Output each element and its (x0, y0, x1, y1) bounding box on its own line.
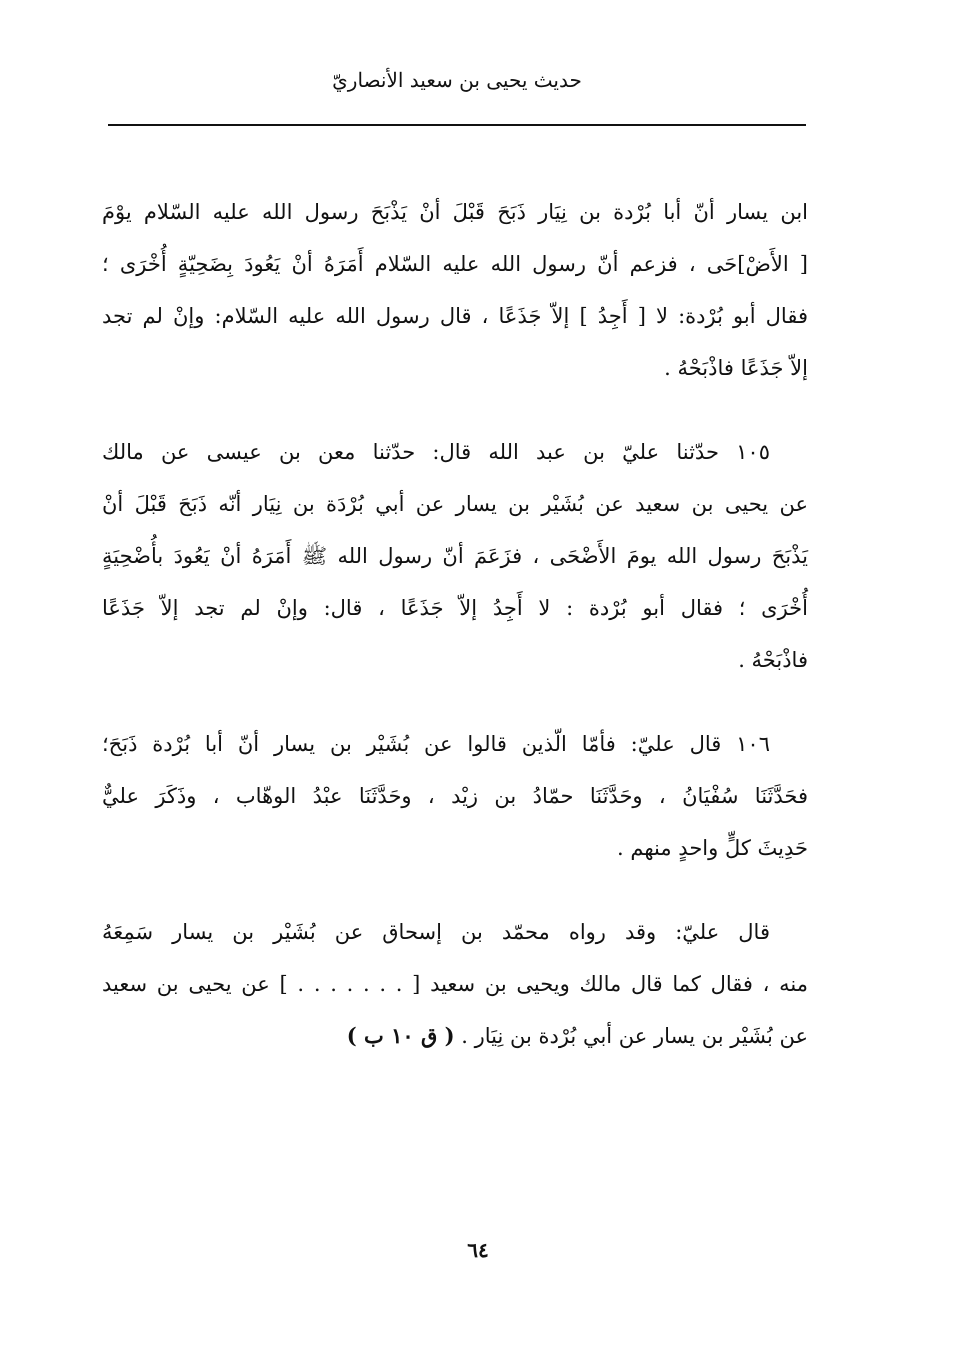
text-line: [ الأَضْ]حَى ، فزعم أنّ رسول الله عليه السّلام أَمَرَهُ أنْ يَعُودَ بِضَحِيّةٍ أُخْرَى ؛ (102, 252, 808, 276)
text-line: فاذْبَحْهُ . (738, 648, 808, 672)
running-header: حديث يحيى بن سعيد الأنصاريّ (332, 68, 582, 92)
paragraph-gap (102, 394, 808, 426)
text-line: ١٠٥ حدّثنا عليّ بن عبد الله قال: حدّثنا معن بن عيسى عن مالك (102, 440, 770, 464)
paragraph-106 (102, 718, 808, 874)
text-line: منه ، فقال كما قال مالك ويحيى بن سعيد [ . . . . . . . ] عن يحيى بن سعيد (102, 972, 808, 996)
header-rule (108, 124, 806, 126)
body-text (102, 186, 808, 1062)
text-line: حَدِيثَ كلٍّ واحدٍ منهم . (617, 836, 808, 860)
paragraph-105 (102, 426, 808, 686)
paragraph-gap (102, 874, 808, 906)
text-line (102, 1010, 808, 1062)
text-line: يَذْبَحَ رسول الله يومَ الأَضْحَى ، فزَعَمَ أنّ رسول الله ﷺ أَمَرَهُ أنْ يَعُودَ بأُضْحِيَةٍ (102, 544, 808, 568)
text-line-content: عن بُشَيْر بن يسار عن أبي بُرْدة بن نِيَار . (461, 1024, 808, 1048)
paragraph-gap (102, 686, 808, 718)
text-line: ابن يسار أنّ أبا بُرْدة بن نِيَار ذَبَحَ قَبْلَ أنْ يَذْبَحَ رسول الله عليه السّلام يوْمَ (102, 200, 808, 224)
text-line: إلاّ جَذَعًا فاذْبَحْهُ . (664, 356, 808, 380)
paragraph-1 (102, 186, 808, 394)
paragraph-4 (102, 906, 808, 1062)
text-line: فحَدَّثَنَا سُفْيَانُ ، وحَدَّثَنَا حمّادُ بن زيْد ، وحَدَّثَنَا عبْدُ الوهّاب ، وذَكَرَ عليٌّ (102, 784, 808, 808)
manuscript-folio-reference: ( ق ١٠ ب ) (346, 1023, 455, 1048)
text-line: فقال أبو بُرْدة: لا [ أَجِدُ ] إلاّ جَذَعًا ، قال رسول الله عليه السّلام: وإنْ لم تجد (102, 304, 808, 328)
page-number: ٦٤ (467, 1238, 489, 1262)
text-line: عن يحيى بن سعيد عن بُشَيْر بن يسار عن أبي بُرْدَة بن نِيَار أنّه ذَبَحَ قَبْلَ أنْ (102, 492, 808, 516)
text-line: أُخْرَى ؛ فقال أبو بُرْدة : لا أَجِدُ إلاّ جَذَعًا ، قال: وإنْ لم تجد إلاّ جَذَعًا (102, 596, 808, 620)
text-line: قال عليّ: وقد رواه محمّد بن إسحاق عن بُشَيْر بن يسار سَمِعَهُ (102, 920, 770, 944)
text-line: ١٠٦ قال عليّ: فأمّا الّذين قالوا عن بُشَيْر بن يسار أنّ أبا بُرْدة ذَبَحَ؛ (102, 732, 770, 756)
